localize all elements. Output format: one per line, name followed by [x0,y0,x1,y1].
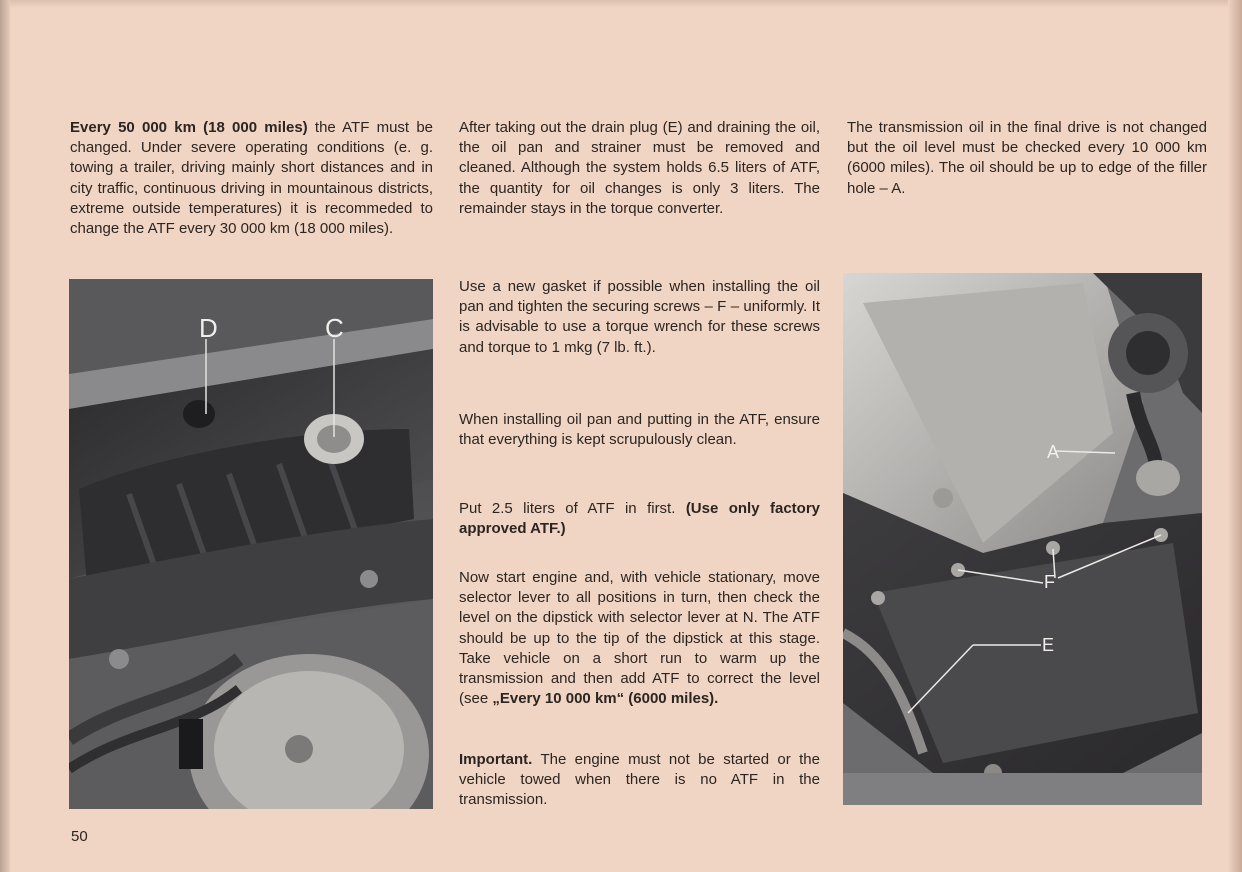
fill-atf-text: Put 2.5 liters of ATF in first. [459,500,686,517]
drain-plug-paragraph: After taking out the drain plug (E) and draining the oil, the oil pan and strainer must be removed and cleaned. Although the system holds 6.5 liters of ATF, the quantity for oil changes is only 3 liters. The remainder stays in the torque converter. [459,119,820,217]
callout-f: F [1044,572,1055,592]
page-edge-right [1228,0,1242,872]
page-edge-left [0,0,10,872]
final-drive-paragraph: The transmission oil in the final drive is not changed but the oil level must be checked every 10 000 km (6000 miles). The oil should be up to edge of the filler hole – A. [847,119,1207,197]
callout-d: D [199,313,218,343]
callout-a: A [1047,442,1060,462]
callout-c: C [325,313,344,343]
transmission-underside-photo [843,273,1202,805]
check-level-paragraph [459,568,820,709]
gasket-paragraph: Use a new gasket if possible when installing the oil pan and tighten the securing screws – F – uniformly. It is advisable to use a torque wrench for these screws and torque to 1 mkg (7 lb. ft.). [459,278,820,356]
page-shadow-top [0,0,1242,8]
column-right-text [847,118,1207,199]
factory-atf-note: (Use only factory approved ATF.) [459,500,820,538]
important-paragraph [459,750,820,811]
cleanliness-paragraph: When installing oil pan and putting in the ATF, ensure that everything is kept scrupulously clean. [459,411,820,449]
intro-text: the ATF must be changed. Under severe operating conditions (e. g. towing a trailer, driving mainly short distances and in city traffic, continuous driving in mountainous districts, extreme outside temperatures) it is recommeded to change the ATF every 30 000 km (18 000 miles). [70,119,433,238]
engine-compartment-photo [69,279,433,809]
page-number: 50 [71,828,88,845]
fill-atf-paragraph [459,499,820,539]
check-level-reference: „Every 10 000 km“ (6000 miles). [492,690,719,708]
check-level-text: Now start engine and, with vehicle stationary, move selector lever to all positions in turn, then check the level on the dipstick with selector lever at N. The ATF should be up to the tip of the dipstick at this stage. Take vehicle on a short run to warm up the transmission and then add ATF to correct the level (see [459,569,820,708]
transmission-photo-illustration [843,273,1202,805]
important-text: The engine must not be started or the vehicle towed when there is no ATF in the transmission. [459,751,820,809]
intro-bold-lead: Every 50 000 km (18 000 miles) [70,119,308,136]
engine-photo-illustration [69,279,433,809]
important-label: Important. [459,751,533,768]
column-left-text [70,118,433,239]
callout-e: E [1042,635,1055,655]
